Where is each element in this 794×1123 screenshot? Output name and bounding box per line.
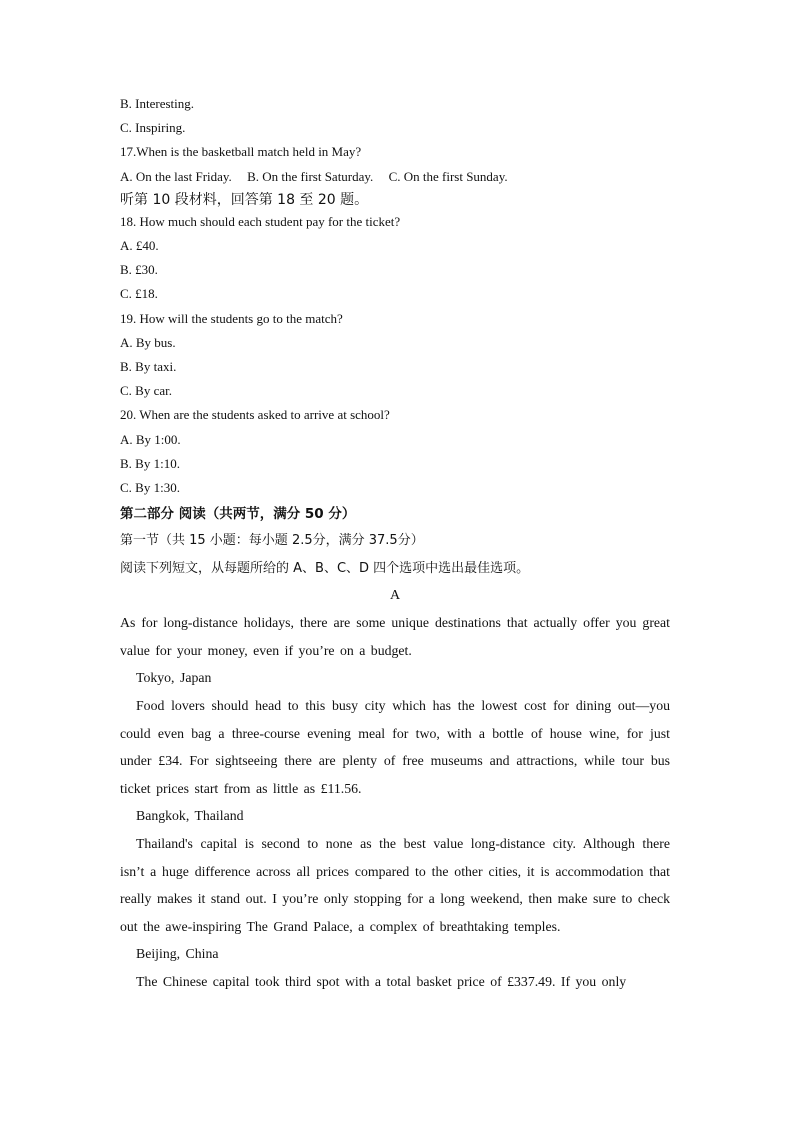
q19-option-a: A. By bus. — [120, 334, 176, 350]
paragraph-beijing: The Chinese capital took third spot with a total basket price of £337.49. If you only — [136, 973, 627, 989]
passage-letter: A — [389, 588, 401, 604]
q16-option-c: C. Inspiring. — [120, 120, 186, 136]
q18-option-a: A. £40. — [120, 238, 159, 254]
part2-title: 第二部分 阅读（共两节，满分 50 分） — [120, 506, 356, 523]
passage-a — [120, 609, 670, 995]
part2-instruction: 阅读下列短文，从每题所给的 A、B、C、D 四个选项中选出最佳选项。 — [120, 561, 530, 577]
q17-option-b: B. On the first Saturday. — [247, 168, 374, 184]
paragraph-tokyo: Food lovers should head to this busy city which has the lowest cost for dining out—you could even bag a three-course evening meal for two, with a bottle of house wine, for just under £34. For sightseeing there are plenty of free museums and attractions, while tour bus ticket prices start from as little as £11.56. — [120, 698, 670, 796]
q17-options — [120, 165, 670, 189]
q20-option-b: B. By 1:10. — [120, 455, 180, 471]
q19-option-c: C. By car. — [120, 383, 172, 399]
q17-question: 17.When is the basketball match held in May? — [120, 144, 362, 160]
q18-option-c: C. £18. — [120, 286, 158, 302]
document-page — [120, 92, 670, 996]
q20-option-a: A. By 1:00. — [120, 431, 181, 447]
q17-option-a: A. On the last Friday. — [120, 168, 232, 184]
q20-question: 20. When are the students asked to arrive at school? — [120, 407, 390, 423]
city-heading-bangkok: Bangkok, Thailand — [136, 808, 244, 824]
city-heading-beijing: Beijing, China — [136, 946, 219, 962]
q19-option-b: B. By taxi. — [120, 359, 177, 375]
material-10-instruction: 听第 10 段材料，回答第 18 至 20 题。 — [120, 191, 369, 208]
q17-option-c: C. On the first Sunday. — [388, 168, 508, 184]
city-heading-tokyo: Tokyo, Japan — [136, 670, 212, 686]
q16-option-b: B. Interesting. — [120, 96, 195, 111]
q19-question: 19. How will the students go to the match? — [120, 310, 343, 326]
passage-intro: As for long-distance holidays, there are some unique destinations that actually offer you great value for your money, even if you’re on a budget. — [120, 615, 670, 658]
paragraph-bangkok: Thailand's capital is second to none as the best value long-distance city. Although there isn’t a huge difference across all prices compared to the other cities, it is accommodation that really makes it stand out. I you’re only stopping for a long weekend, then make sure to check out the awe-inspiring The Grand Palace, a complex of breathtaking temples. — [120, 836, 670, 934]
q20-option-c: C. By 1:30. — [120, 480, 180, 496]
part2-section1: 第一节（共 15 小题：每小题 2.5分，满分 37.5分） — [120, 533, 424, 549]
q18-option-b: B. £30. — [120, 262, 158, 278]
q18-question: 18. How much should each student pay for the ticket? — [120, 213, 401, 229]
